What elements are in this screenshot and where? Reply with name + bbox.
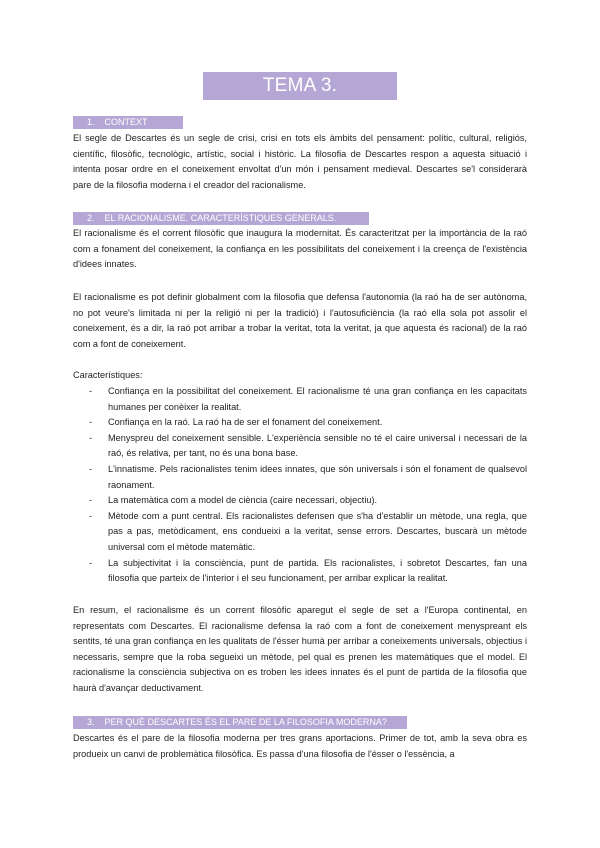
characteristics-label: Característiques: — [73, 370, 143, 380]
section-number: 1. — [87, 117, 95, 127]
section-heading-context — [73, 116, 183, 129]
section-number: 2. — [87, 213, 95, 223]
list-dash: - — [89, 463, 93, 474]
list-dash: - — [89, 432, 93, 443]
list-dash: - — [89, 417, 93, 428]
characteristics-list — [73, 384, 527, 587]
section-heading-racionalisme — [73, 212, 369, 225]
pare-paragraph: Descartes és el pare de la filosofia moderna per tres grans aportacions. Primer de tot, amb la seva obra es produeix un canvi de problemàtica filosòfica. Es passa d'una filosofia de l'ésser o l'essència, a — [73, 733, 527, 759]
list-item-text: Menyspreu del coneixement sensible. L'experiència sensible no té el caire universal i necessari de la raó, és relativa, per tant, no és una bona base. — [108, 432, 527, 459]
list-item-text: L'innatisme. Pels racionalistes tenim idees innates, que són universals i són el fonament de qualsevol raonament. — [108, 463, 527, 490]
list-item — [73, 415, 527, 431]
list-item — [73, 462, 527, 493]
list-item-text: La matemàtica com a model de ciència (caire necessari, objectiu). — [108, 495, 378, 506]
list-item-text: La subjectivitat i la consciència, punt de partida. Els racionalistes, i sobretot Descartes, fan una filosofia que parteix de l'interior i el seu funcionament, per arribar explicar la realitat. — [108, 557, 527, 584]
document-title: TEMA 3. DESCARTES — [203, 72, 397, 100]
racionalisme-intro-paragraph: El racionalisme és el corrent filosòfic que inaugura la modernitat. És caracteritzat per la importància de la raó com a fonament del coneixement, la confiança en les possibilitats del coneixement i la creença de l'existència d'idees innates. — [73, 228, 527, 270]
list-item — [73, 384, 527, 415]
list-item-text: Mètode com a punt central. Els racionalistes defensen que s'ha d'establir un mètode, una regla, que pas a pas, metòdicament, ens condueixi a la veritat, sense errors. Descartes, buscarà un mètode universal com el mètode matemàtic. — [108, 510, 527, 552]
list-item-text: Confiança en la possibilitat del coneixement. El racionalisme té una gran confiança en les capacitats humanes per conèixer la realitat. — [108, 386, 527, 412]
list-dash: - — [89, 495, 93, 506]
list-item — [73, 509, 527, 556]
list-dash: - — [89, 557, 93, 568]
list-item — [73, 493, 527, 509]
section-title: CONTEXT — [104, 117, 148, 127]
list-dash: - — [89, 386, 93, 396]
list-dash: - — [89, 510, 93, 521]
section-title: EL RACIONALISME. CARACTERÍSTIQUES GENERALS. — [104, 213, 337, 223]
section-number: 3. — [87, 717, 95, 727]
summary-paragraph: En resum, el racionalisme és un corrent filosòfic aparegut el segle de set a l'Europa continental, en representats com Descartes. El racionalisme defensa la raó com a font de coneixement menyspreant els sentits, té una gran confiança en les qualitats de l'ésser humà per arribar a coneixements universals, objectius i necessaris, sempre que la roba segueixi un mètode, pel qual es prenen les matemàtiques que el model. El racionalisme la consciència subjectiva on es troben les idees innates és el punt de partida de la filosofia que haurà d'avançar deductivament. — [73, 605, 527, 693]
list-item — [73, 431, 527, 462]
section-heading-pare-filosofia-moderna — [73, 716, 407, 729]
list-item-text: Confiança en la raó. La raó ha de ser el fonament del coneixement. — [108, 417, 383, 428]
context-paragraph: El segle de Descartes és un segle de crisi, crisi en tots els àmbits del pensament: polític, cultural, religiós, científic, filosòfic, tecnològic, artístic, social i històric. La filosofia de Descartes respon a aquesta situació i intenta posar ordre en el coneixement envoltat d'un món i pensament medieval. Descartes se'l considerarà pare de la filosofia moderna i el creador del racionalisme. — [73, 133, 527, 190]
racionalisme-definition-paragraph: El racionalisme es pot definir globalment com la filosofia que defensa l'autonomia (la raó ha de ser autònoma, no pot veure's limitada ni per la religió ni per la tradició) i l'autosuficiència (la raó ella sola pot assolir el coneixement, és a dir, la raó pot arribar a trobar la veritat, tota la veritat, ja que aquesta és racional) de la raó com a font de coneixement. — [73, 292, 527, 349]
list-item — [73, 556, 527, 587]
section-title: PER QUÈ DESCARTES ÉS EL PARE DE LA FILOSOFIA MODERNA? — [104, 717, 387, 727]
